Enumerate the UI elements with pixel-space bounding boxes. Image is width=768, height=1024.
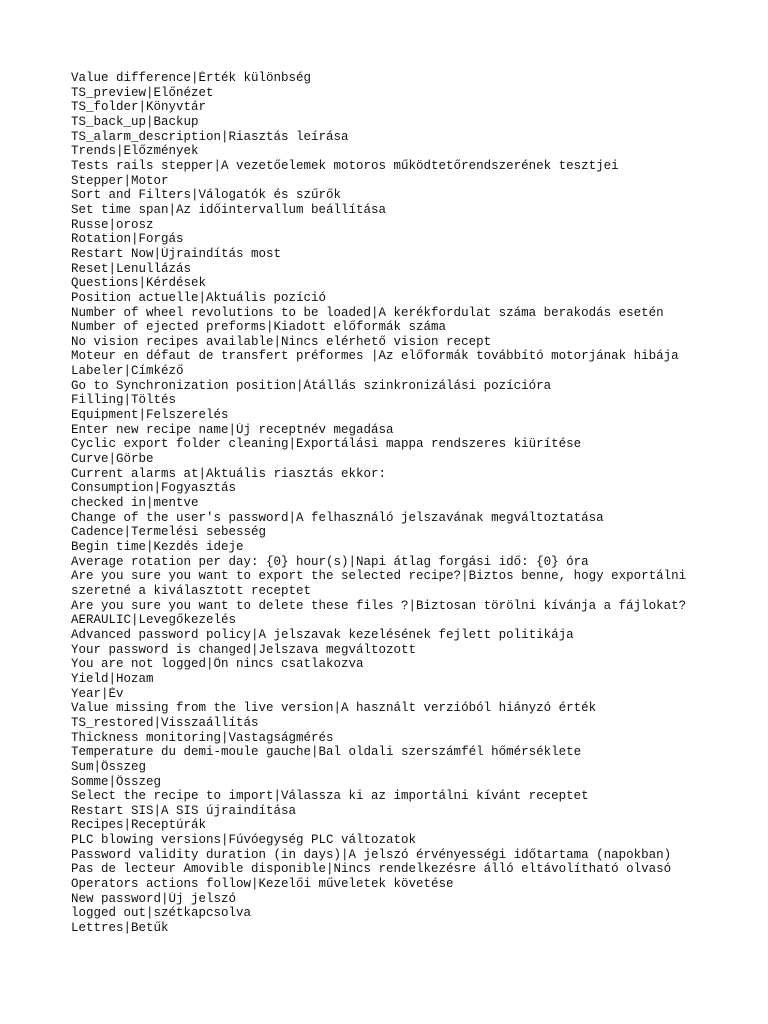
translation-line: Position actuelle|Aktuális pozíció: [71, 290, 327, 305]
translation-line: Filling|Töltés: [71, 393, 177, 408]
translation-line: Number of ejected preforms|Kiadott előformák száma: [71, 320, 447, 335]
translation-line: Russe|orosz: [71, 217, 154, 232]
translation-line: TS_restored|Visszaállítás: [71, 715, 259, 730]
translation-line: Password validity duration (in days)|A jelszó érvényességi időtartama (napokban): [71, 847, 672, 862]
translation-line: AERAULIC|Levegőkezelés: [71, 613, 237, 628]
translation-line: Set time span|Az időintervallum beállítása: [71, 202, 387, 217]
translation-line: Enter new recipe name|Új receptnév megadása: [71, 422, 394, 437]
translation-line: Rotation|Forgás: [71, 232, 184, 247]
translation-line: Restart SIS|A SIS újraindítása: [71, 803, 297, 818]
translation-line: Sort and Filters|Válogatók és szűrők: [71, 188, 342, 203]
translation-line: Your password is changed|Jelszava megváltozott: [71, 642, 417, 657]
translation-line: Average rotation per day: {0} hour(s)|Napi átlag forgási idő: {0} óra: [71, 554, 589, 569]
translation-line: Tests rails stepper|A vezetőelemek motoros működtetőrendszerének tesztjei: [71, 158, 619, 173]
translation-line: No vision recipes available|Nincs elérhető vision recept: [71, 334, 492, 349]
translation-line: TS_back_up|Backup: [71, 114, 199, 129]
translation-line: Temperature du demi-moule gauche|Bal oldali szerszámfél hőmérséklete: [71, 745, 582, 760]
translation-line: Lettres|Betűk: [71, 921, 169, 936]
translation-line: PLC blowing versions|Fúvóegység PLC változatok: [71, 833, 417, 848]
translation-line: Operators actions follow|Kezelői műveletek követése: [71, 877, 454, 892]
translation-line: Stepper|Motor: [71, 173, 169, 188]
translation-line: Equipment|Felszerelés: [71, 408, 229, 423]
translation-line: Questions|Kérdések: [71, 276, 207, 291]
translation-line: logged out|szétkapcsolva: [71, 906, 252, 921]
translation-line: Year|Év: [71, 686, 124, 701]
translation-line: New password|Új jelszó: [71, 891, 237, 906]
translation-line: Go to Synchronization position|Átállás szinkronizálási pozícióra: [71, 378, 552, 393]
translation-line: Cyclic export folder cleaning|Exportálási mappa rendszeres kiürítése: [71, 437, 582, 452]
translation-line: Somme|Összeg: [71, 774, 162, 789]
translation-line: Current alarms at|Aktuális riasztás ekkor:: [71, 466, 387, 481]
translation-line: Are you sure you want to export the selected recipe?|Biztos benne, hogy exportálni: [71, 569, 687, 584]
translation-line: Reset|Lenullázás: [71, 261, 192, 276]
translation-line: Restart Now|Újraindítás most: [71, 246, 282, 261]
translation-line: Begin time|Kezdés ideje: [71, 540, 244, 554]
translation-line: Curve|Görbe: [71, 452, 154, 467]
translation-line: TS_folder|Könyvtár: [71, 100, 207, 115]
translation-line: checked in|mentve: [71, 496, 199, 511]
translation-line: Trends|Előzmények: [71, 144, 199, 159]
translation-line: Value missing from the live version|A használt verzióból hiányzó érték: [71, 701, 597, 716]
translation-line: Recipes|Receptúrák: [71, 818, 207, 833]
translation-list: [71, 71, 761, 936]
translation-line: Number of wheel revolutions to be loaded|A kerékfordulat száma berakodás esetén: [71, 305, 664, 320]
translation-line: Cadence|Termelési sebesség: [71, 525, 267, 540]
translation-line: Select the recipe to import|Válassza ki az importálni kívánt receptet: [71, 789, 589, 804]
translation-line: Yield|Hozam: [71, 671, 154, 686]
translation-line: TS_alarm_description|Riasztás leírása: [71, 129, 349, 144]
translation-line: Labeler|Címkéző: [71, 364, 184, 379]
translation-line: Thickness monitoring|Vastagságmérés: [71, 730, 334, 745]
translation-line: Change of the user's password|A felhasználó jelszavának megváltoztatása: [71, 510, 604, 525]
translation-line: Sum|Összeg: [71, 759, 147, 774]
translation-line: TS_preview|Előnézet: [71, 85, 214, 100]
translation-line: You are not logged|Ön nincs csatlakozva: [71, 657, 364, 672]
translation-line: Value difference|Érték különbség: [71, 71, 312, 85]
translation-line: Consumption|Fogyasztás: [71, 481, 237, 496]
translation-line: Advanced password policy|A jelszavak kezelésének fejlett politikája: [71, 627, 574, 642]
translation-line: Pas de lecteur Amovible disponible|Nincs rendelkezésre álló eltávolítható olvasó: [71, 862, 672, 877]
translation-line: Are you sure you want to delete these files ?|Biztosan törölni kívánja a fájlokat?: [71, 598, 687, 613]
translation-line: Moteur en défaut de transfert préformes |Az előformák továbbító motorjának hibája: [71, 349, 679, 364]
translation-line: szeretné a kiválasztott receptet: [71, 583, 312, 598]
